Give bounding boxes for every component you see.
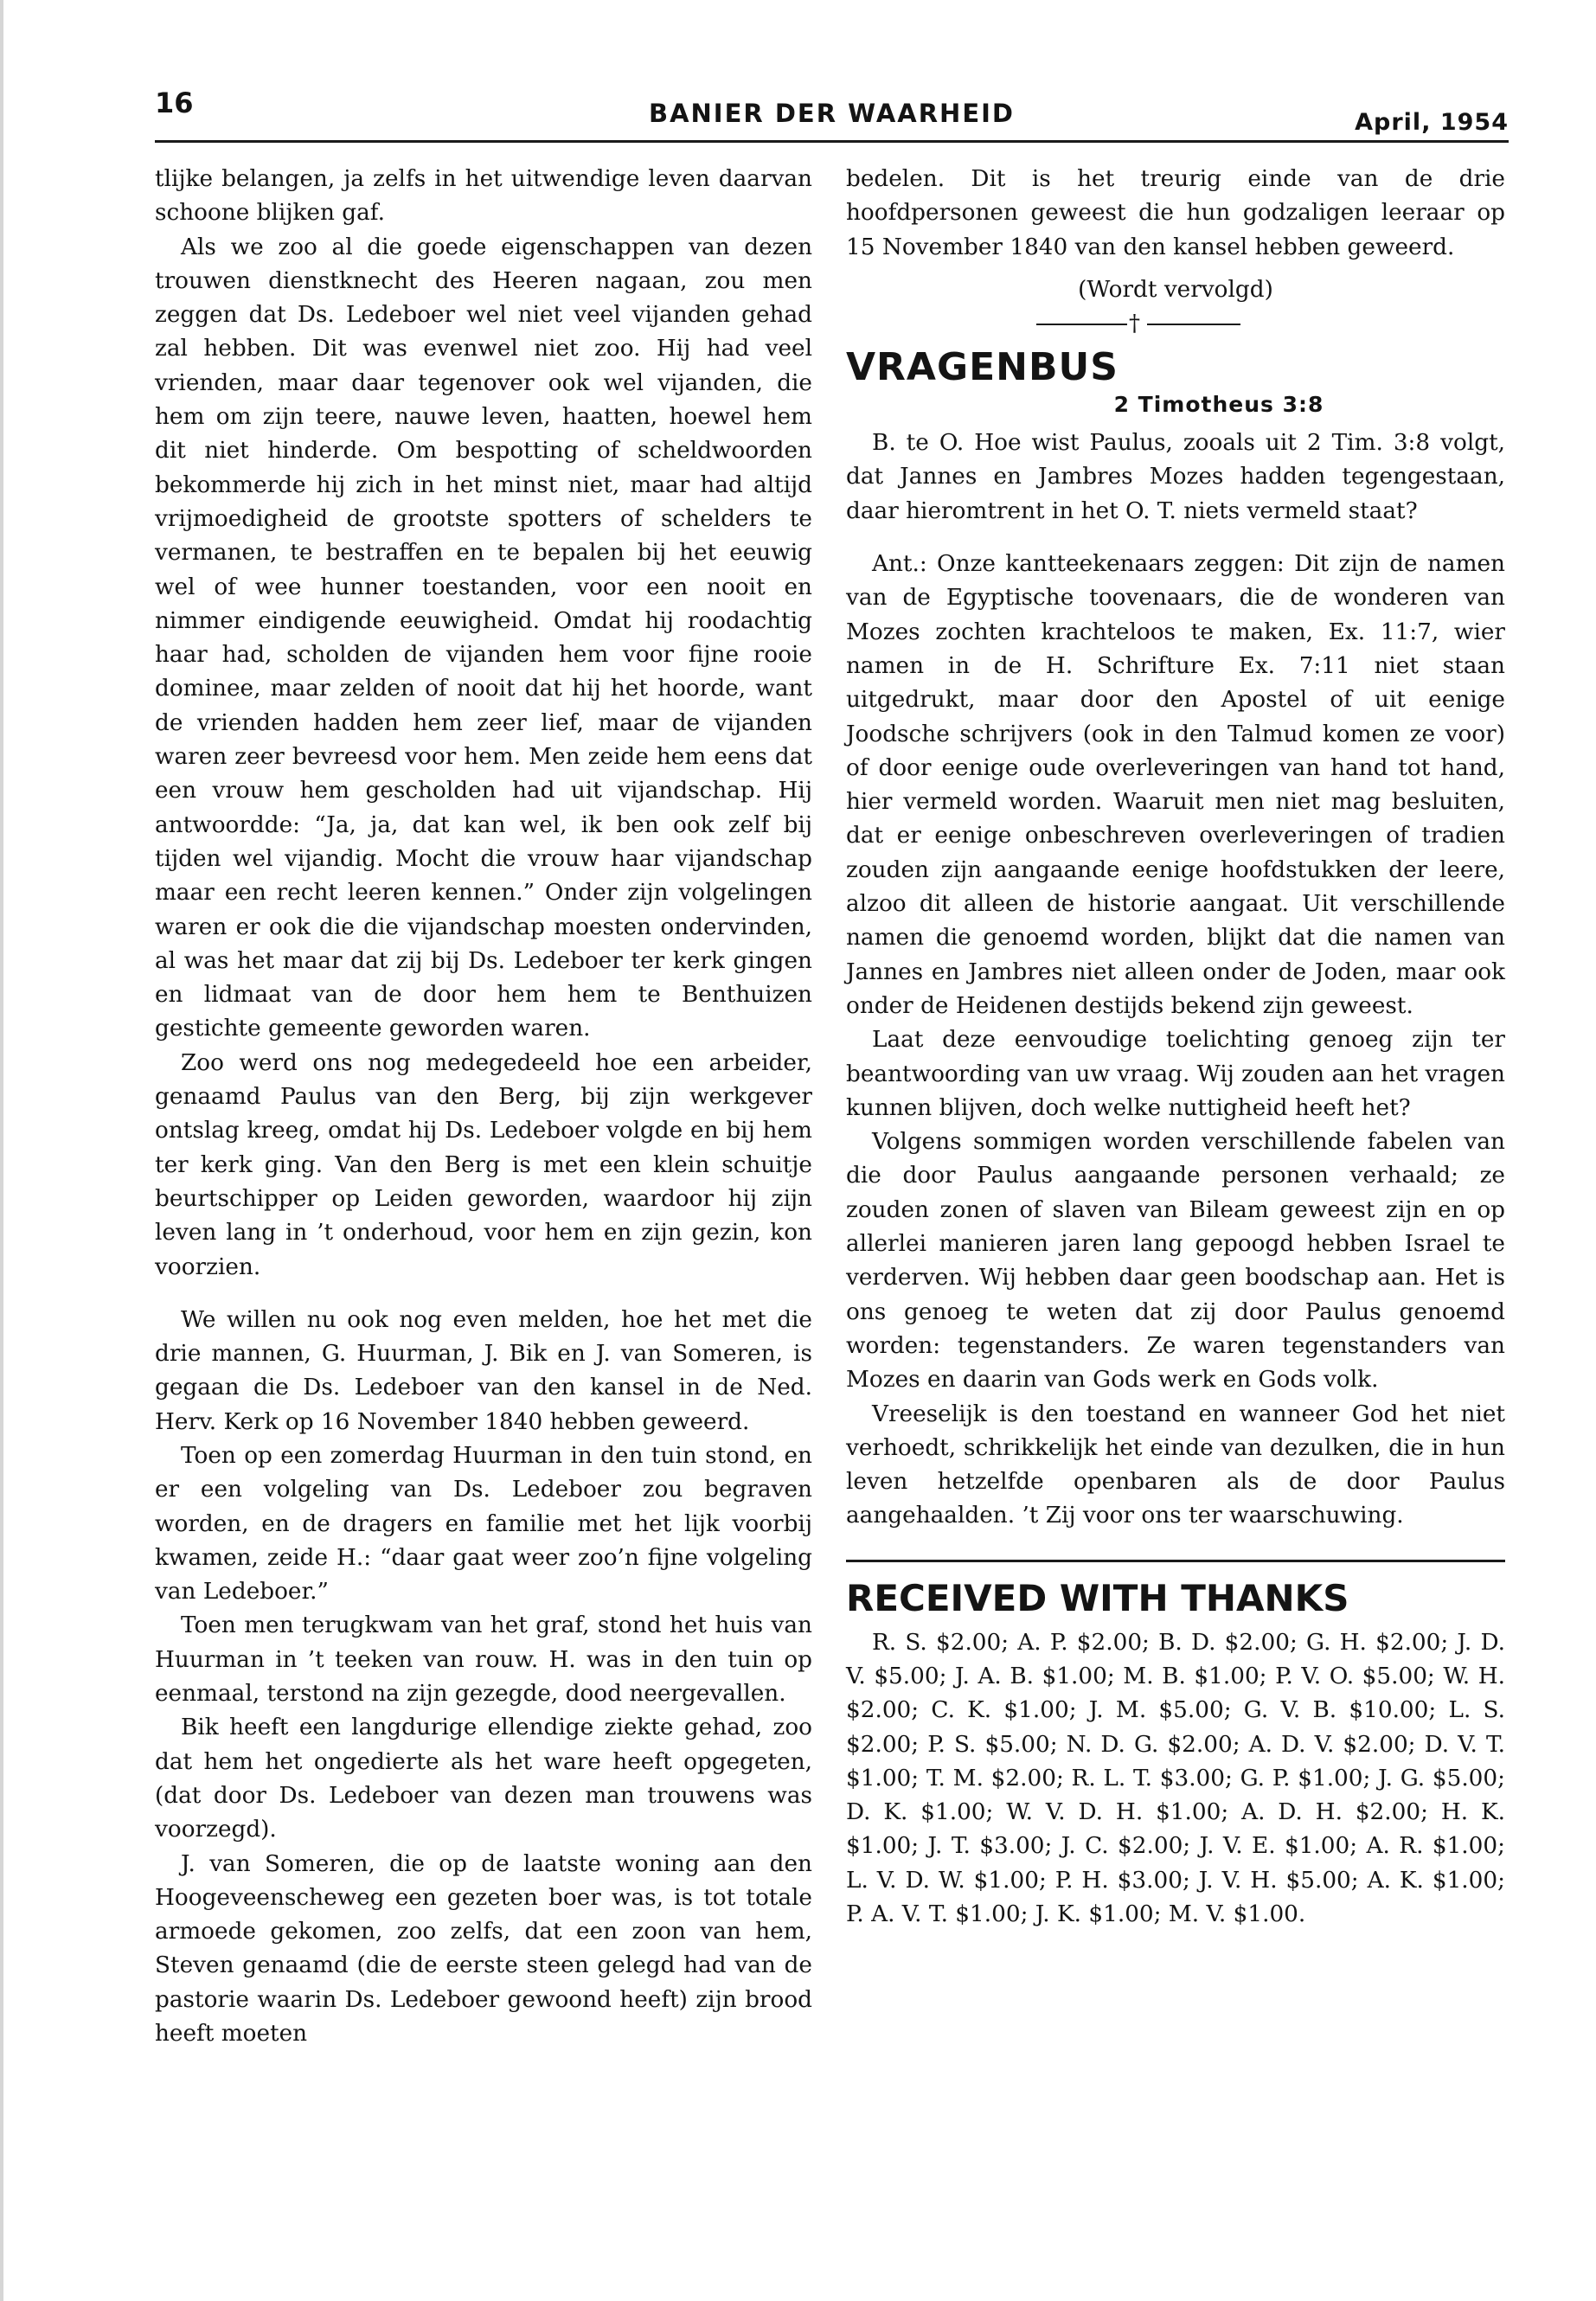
answer-paragraph: Ant.: Onze kantteekenaars zeggen: Dit zijn de namen van de Egyptische toovenaars, die de wonderen van Mozes zochten krachteloos te maken, Ex. 11:7, wier namen in de H. Schrifture Ex. 7:11 niet staan uitgedrukt, maar door den Apostel of uit eenige Joodsche schrijvers (ook in den Talmud komen ze voor) of door eenige oude overleveringen van hand tot hand, hier vermeld worden. Waaruit men niet mag besluiten, dat er eenige onbeschreven overleveringen of tradien zouden zijn aangaande eenige hoofdstukken der leere, alzoo dit alleen de historie aangaat. Uit verschillende namen die genoemd worden, blijkt dat die namen van Jannes en Jambres niet alleen onder de Joden, maar ook onder de Heidenen destijds bekend zijn geweest. xyxy=(846,551,1505,1019)
donations-list: R. S. $2.00; A. P. $2.00; B. D. $2.00; G. H. $2.00; J. D. V. $5.00; J. A. B. $1.00; M. B. $1.00; P. V. O. $5.00; W. H. $2.00; C. K. $1.00; J. M. $5.00; G. V. B. $10.00; L. S. $2.00; P. S. $5.00; N. D. G. $2.00; A. D. V. $2.00; D. V. T. $1.00; T. M. $2.00; R. L. T. $3.00; G. P. $1.00; J. G. $5.00; D. K. $1.00; W. V. D. H. $1.00; A. D. H. $2.00; H. K. $1.00; J. T. $3.00; J. C. $2.00; J. V. E. $1.00; A. R. $1.00; L. V. D. W. $1.00; P. H. $3.00; J. V. H. $5.00; A. K. $1.00; P. A. V. T. $1.00; J. K. $1.00; M. V. $1.00. xyxy=(846,1629,1505,1928)
paragraph: Bik heeft een langdurige ellendige ziekte gehad, zoo dat hem het ongedierte als het ware heeft opgegeten, (dat door Ds. Ledeboer van dezen man trouwens was voorzegd). xyxy=(155,1715,812,1843)
publication-title: BANIER DER WAARHEID xyxy=(648,99,1015,128)
paragraph: Als we zoo al die goede eigenschappen van dezen trouwen dienstknecht des Heeren nagaan, zou men zeggen dat Ds. Ledeboer wel niet veel vijanden gehad zal hebben. Dit was evenwel niet zoo. Hij had veel vrienden, maar daar tegenover ook wel vijanden, die hem om zijn teere, nauwe leven, haatten, hoewel hem dit niet hinderde. Om bespotting of scheldwoorden bekommerde hij zich in het minst niet, maar had altijd vrijmoedigheid de grootste spotters of schelders te vermanen, te bestraffen en te bepalen bij het eeuwig wel of wee hunner toestanden, voor een nooit en nimmer eindigende eeuwigheid. Omdat hij roodachtig haar had, scholden de vijanden hem voor fijne rooie dominee, maar zelden of nooit dat hij het hoorde, want de vrienden hadden hem zeer lief, maar de vijanden waren zeer bevreesd voor hem. Men zeide hem eens dat een vrouw hem gescholden had uit vijandschap. Hij antwoordde: “Ja, ja, dat kan wel, ik ben ook zelf bij tijden wel vijandig. Mocht die vrouw haar vijandschap maar een recht leeren kennen.” Onder zijn volgelingen waren er ook die die vijandschap moesten ondervinden, al was het maar dat zij bij Ds. Ledeboer ter kerk gingen en lidmaat van de door hem hem te Benthuizen gestichte gemeente geworden waren. xyxy=(155,234,812,1042)
right-column xyxy=(846,163,1505,1932)
page-number: 16 xyxy=(155,87,194,119)
paragraph: tlijke belangen, ja zelfs in het uitwendige leven daarvan schoone blijken gaf. xyxy=(155,166,812,227)
paragraph: Vreeselijk is den toestand en wanneer God het niet verhoedt, schrikkelijk het einde van dezulken, die in hun leven hetzelfde openbaren als de door Paulus aangehaalden. ’t Zij voor ons ter waarschuwing. xyxy=(846,1400,1505,1529)
received-heading: RECEIVED WITH THANKS xyxy=(846,1576,1349,1619)
question-paragraph: B. te O. Hoe wist Paulus, zooals uit 2 Tim. 3:8 volgt, dat Jannes en Jambres Mozes hadden tegengestaan, daar hieromtrent in het O. T. niets vermeld staat? xyxy=(846,430,1505,524)
to-be-continued-note: (Wordt vervolgd) xyxy=(1078,276,1273,303)
paragraph: Toen men terugkwam van het graf, stond het huis van Huurman in ’t teeken van rouw. H. was in den tuin op eenmaal, terstond na zijn gezegde, dood neergevallen. xyxy=(155,1612,812,1708)
paragraph: Zoo werd ons nog medegedeeld hoe een arbeider, genaamd Paulus van den Berg, bij zijn werkgever ontslag kreeg, omdat hij Ds. Ledeboer volgde en bij hem ter kerk ging. Van den Berg is met een klein schuitje beurtschipper op Leiden geworden, waardoor hij zijn leven lang in ’t onderhoud, voor hem en zijn gezin, kon voorzien. xyxy=(155,1049,812,1280)
issue-date: April, 1954 xyxy=(1355,109,1509,136)
section-rule xyxy=(846,1560,1505,1562)
vragenbus-heading: VRAGENBUS xyxy=(846,345,1118,390)
divider-line xyxy=(1147,324,1240,325)
cross-divider xyxy=(846,307,1505,342)
paragraph: bedelen. Dit is het treurig einde van de drie hoofdpersonen geweest die hun godzaligen leeraar op 15 November 1840 van den kansel hebben geweerd. xyxy=(846,166,1505,260)
paragraph: Toen op een zomerdag Huurman in den tuin stond, en er een volgeling van Ds. Ledeboer zou begraven worden, en de dragers en familie met het lijk voorbij kwamen, zeide H.: “daar gaat weer zoo’n fijne volgeling van Ledeboer.” xyxy=(155,1442,812,1606)
cross-icon: † xyxy=(1129,311,1140,337)
running-header xyxy=(155,87,1509,143)
paragraph: Volgens sommigen worden verschillende fabelen van die door Paulus aangaande personen verhaald; ze zouden zonen of slaven van Bileam geweest zijn en op allerlei manieren jaren lang gepoogd hebben Israel te verderven. Wij hebben daar geen boodschap aan. Het is ons genoeg te weten dat zij door Paulus genoemd worden: tegenstanders. Ze waren tegenstanders van Mozes en daarin van Gods werk en Gods volk. xyxy=(846,1129,1505,1394)
paragraph: Laat deze eenvoudige toelichting genoeg zijn ter beantwoording van uw vraag. Wij zouden aan het vragen kunnen blijven, doch welke nuttigheid heeft het? xyxy=(846,1027,1505,1121)
divider-line xyxy=(1036,324,1127,325)
paragraph: J. van Someren, die op de laatste woning aan den Hoogeveenscheweg een gezeten boer was, is tot totale armoede gekomen, zoo zelfs, dat een zoon van hem, Steven genaamd (die de eerste steen gelegd had van de pastorie waarin Ds. Ledeboer gewoond heeft) zijn brood heeft moeten xyxy=(155,1850,812,2048)
scripture-reference: 2 Timotheus 3:8 xyxy=(1113,392,1324,418)
paragraph: We willen nu ook nog even melden, hoe het met die drie mannen, G. Huurman, J. Bik en J. van Someren, is gegaan die Ds. Ledeboer van den kansel in de Ned. Herv. Kerk op 16 November 1840 hebben geweerd. xyxy=(155,1306,812,1435)
left-column xyxy=(155,163,812,2051)
